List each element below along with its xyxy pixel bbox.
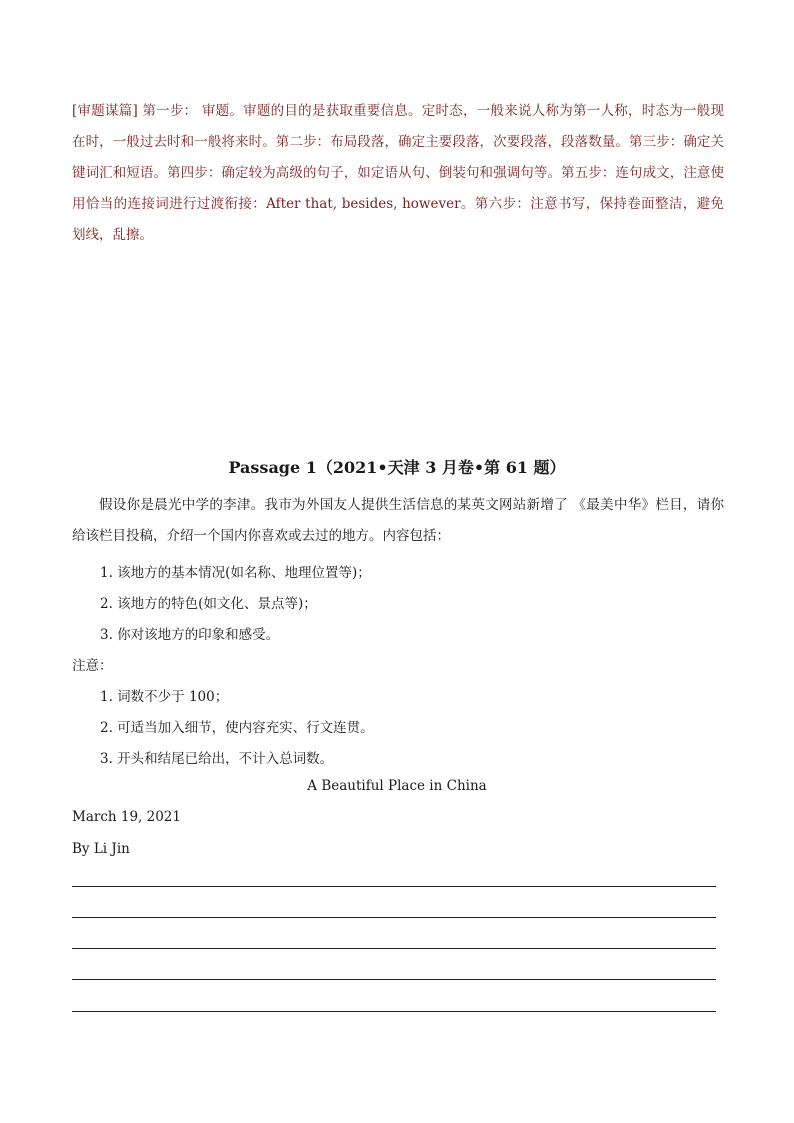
- passage-intro: 假设你是晨光中学的李津。我市为外国友人提供生活信息的某英文网站新增了 《最美中华》栏目，请你给该栏目投稿，介绍一个国内你喜欢或去过的地方。内容包括：: [72, 497, 724, 544]
- content-item: 2. 该地方的特色(如文化、景点等)；: [100, 596, 317, 612]
- essay-date: March 19, 2021: [72, 809, 181, 825]
- note-item: 3. 开头和结尾已给出，不计入总词数。: [100, 751, 334, 767]
- essay-title: A Beautiful Place in China: [307, 778, 487, 794]
- guide-tag: [审题谋篇]: [72, 103, 138, 119]
- passage-title: Passage 1（2021•天津 3 月卷•第 61 题）: [228, 458, 566, 477]
- answer-line[interactable]: [72, 979, 716, 980]
- note-label: 注意：: [72, 658, 113, 674]
- answer-line[interactable]: [72, 1011, 716, 1012]
- content-item: 3. 你对该地方的印象和感受。: [100, 627, 280, 643]
- exam-guide-paragraph: [72, 96, 724, 251]
- answer-line[interactable]: [72, 948, 716, 949]
- guide-text: 第一步： 审题。审题的目的是获取重要信息。定时态，一般来说人称为第一人称，时态为一般现在时，一般过去时和一般将来时。第二步：布局段落，确定主要段落，次要段落，段落数量。第三步：确定关键词汇和短语。第四步：确定较为高级的句子，如定语从句、倒装句和强调句等。第五步：连句成文，注意使用恰当的连接词进行过渡衔接：After that, besides, however。第六步：注意书写，保持卷面整洁，避免划线，乱擦。: [72, 103, 724, 243]
- note-item: 1. 词数不少于 100；: [100, 689, 229, 705]
- note-item: 2. 可适当加入细节，使内容充实、行文连贯。: [100, 720, 374, 736]
- answer-line[interactable]: [72, 917, 716, 918]
- essay-byline: By Li Jin: [72, 841, 130, 857]
- answer-line[interactable]: [72, 886, 716, 887]
- content-item: 1. 该地方的基本情况(如名称、地理位置等)；: [100, 565, 371, 581]
